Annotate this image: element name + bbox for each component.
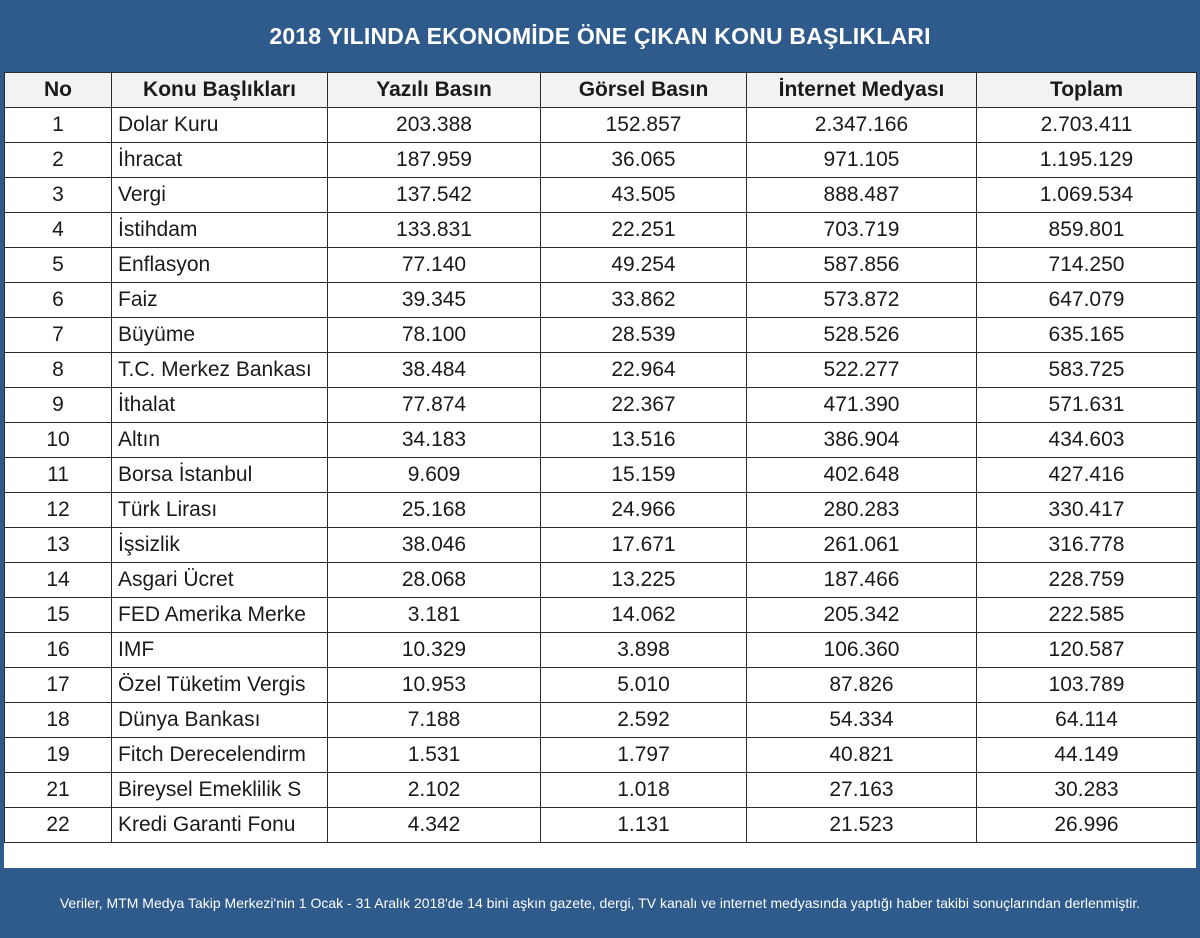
cell-toplam: 571.631 — [977, 388, 1197, 423]
cell-yazili-basin: 78.100 — [328, 318, 541, 353]
economy-topics-table — [4, 72, 1197, 843]
cell-konu: İthalat — [112, 388, 328, 423]
cell-toplam: 859.801 — [977, 213, 1197, 248]
cell-no: 2 — [5, 143, 112, 178]
cell-yazili-basin: 10.953 — [328, 668, 541, 703]
cell-yazili-basin: 7.188 — [328, 703, 541, 738]
cell-no: 17 — [5, 668, 112, 703]
table-row — [5, 633, 1197, 668]
cell-no: 11 — [5, 458, 112, 493]
cell-gorsel-basin: 33.862 — [541, 283, 747, 318]
cell-no: 9 — [5, 388, 112, 423]
cell-gorsel-basin: 43.505 — [541, 178, 747, 213]
cell-konu: Dünya Bankası — [112, 703, 328, 738]
header-row — [5, 73, 1197, 108]
cell-no: 14 — [5, 563, 112, 598]
cell-konu: İşsizlik — [112, 528, 328, 563]
cell-konu: Özel Tüketim Vergis — [112, 668, 328, 703]
cell-gorsel-basin: 13.516 — [541, 423, 747, 458]
cell-gorsel-basin: 22.367 — [541, 388, 747, 423]
cell-konu: T.C. Merkez Bankası — [112, 353, 328, 388]
cell-konu: Dolar Kuru — [112, 108, 328, 143]
cell-yazili-basin: 1.531 — [328, 738, 541, 773]
cell-internet-medyasi: 21.523 — [747, 808, 977, 843]
cell-yazili-basin: 9.609 — [328, 458, 541, 493]
cell-yazili-basin: 77.874 — [328, 388, 541, 423]
cell-yazili-basin: 77.140 — [328, 248, 541, 283]
table-row — [5, 738, 1197, 773]
cell-yazili-basin: 203.388 — [328, 108, 541, 143]
cell-gorsel-basin: 36.065 — [541, 143, 747, 178]
cell-gorsel-basin: 152.857 — [541, 108, 747, 143]
cell-no: 19 — [5, 738, 112, 773]
table-row — [5, 178, 1197, 213]
cell-toplam: 44.149 — [977, 738, 1197, 773]
cell-yazili-basin: 3.181 — [328, 598, 541, 633]
cell-internet-medyasi: 40.821 — [747, 738, 977, 773]
cell-toplam: 583.725 — [977, 353, 1197, 388]
cell-gorsel-basin: 17.671 — [541, 528, 747, 563]
cell-konu: Büyüme — [112, 318, 328, 353]
cell-internet-medyasi: 54.334 — [747, 703, 977, 738]
cell-gorsel-basin: 14.062 — [541, 598, 747, 633]
cell-gorsel-basin: 1.797 — [541, 738, 747, 773]
cell-internet-medyasi: 573.872 — [747, 283, 977, 318]
table-row — [5, 353, 1197, 388]
cell-no: 21 — [5, 773, 112, 808]
cell-yazili-basin: 25.168 — [328, 493, 541, 528]
table-row — [5, 423, 1197, 458]
table-row — [5, 598, 1197, 633]
table-row — [5, 773, 1197, 808]
column-header-yazili-basin: Yazılı Basın — [328, 73, 541, 108]
cell-yazili-basin: 187.959 — [328, 143, 541, 178]
cell-no: 6 — [5, 283, 112, 318]
table-row — [5, 388, 1197, 423]
source-note: Veriler, MTM Medya Takip Merkezi'nin 1 Ocak - 31 Aralık 2018'de 14 bini aşkın gazete, dergi, TV kanalı ve internet medyasında yaptığı haber takibi sonuçlarından derlenmiştir. — [59, 895, 1141, 911]
table-row — [5, 703, 1197, 738]
table-row — [5, 458, 1197, 493]
cell-internet-medyasi: 261.061 — [747, 528, 977, 563]
cell-toplam: 120.587 — [977, 633, 1197, 668]
table-row — [5, 808, 1197, 843]
cell-internet-medyasi: 386.904 — [747, 423, 977, 458]
cell-internet-medyasi: 703.719 — [747, 213, 977, 248]
cell-toplam: 1.069.534 — [977, 178, 1197, 213]
cell-internet-medyasi: 971.105 — [747, 143, 977, 178]
cell-toplam: 1.195.129 — [977, 143, 1197, 178]
cell-no: 3 — [5, 178, 112, 213]
table-row — [5, 143, 1197, 178]
cell-gorsel-basin: 3.898 — [541, 633, 747, 668]
cell-no: 10 — [5, 423, 112, 458]
column-header-toplam: Toplam — [977, 73, 1197, 108]
cell-toplam: 427.416 — [977, 458, 1197, 493]
cell-no: 4 — [5, 213, 112, 248]
cell-yazili-basin: 28.068 — [328, 563, 541, 598]
cell-toplam: 222.585 — [977, 598, 1197, 633]
cell-toplam: 103.789 — [977, 668, 1197, 703]
cell-no: 22 — [5, 808, 112, 843]
cell-no: 15 — [5, 598, 112, 633]
cell-yazili-basin: 137.542 — [328, 178, 541, 213]
cell-yazili-basin: 38.484 — [328, 353, 541, 388]
cell-yazili-basin: 38.046 — [328, 528, 541, 563]
cell-yazili-basin: 39.345 — [328, 283, 541, 318]
table-row — [5, 248, 1197, 283]
cell-internet-medyasi: 280.283 — [747, 493, 977, 528]
cell-konu: Bireysel Emeklilik S — [112, 773, 328, 808]
cell-gorsel-basin: 5.010 — [541, 668, 747, 703]
cell-yazili-basin: 34.183 — [328, 423, 541, 458]
cell-toplam: 2.703.411 — [977, 108, 1197, 143]
table-row — [5, 563, 1197, 598]
column-header-gorsel-basin: Görsel Basın — [541, 73, 747, 108]
column-header-internet-medyasi: İnternet Medyası — [747, 73, 977, 108]
cell-toplam: 330.417 — [977, 493, 1197, 528]
cell-toplam: 228.759 — [977, 563, 1197, 598]
cell-konu: FED Amerika Merke — [112, 598, 328, 633]
table-row — [5, 108, 1197, 143]
cell-no: 8 — [5, 353, 112, 388]
cell-konu: Fitch Derecelendirm — [112, 738, 328, 773]
cell-no: 16 — [5, 633, 112, 668]
cell-yazili-basin: 2.102 — [328, 773, 541, 808]
page-title: 2018 YILINDA EKONOMİDE ÖNE ÇIKAN KONU BAŞLIKLARI — [269, 22, 931, 49]
cell-gorsel-basin: 1.131 — [541, 808, 747, 843]
cell-yazili-basin: 133.831 — [328, 213, 541, 248]
column-header-konu: Konu Başlıkları — [112, 73, 328, 108]
cell-konu: Kredi Garanti Fonu — [112, 808, 328, 843]
cell-no: 13 — [5, 528, 112, 563]
cell-internet-medyasi: 522.277 — [747, 353, 977, 388]
table-row — [5, 283, 1197, 318]
cell-yazili-basin: 4.342 — [328, 808, 541, 843]
cell-internet-medyasi: 402.648 — [747, 458, 977, 493]
cell-konu: Türk Lirası — [112, 493, 328, 528]
cell-no: 5 — [5, 248, 112, 283]
cell-konu: İhracat — [112, 143, 328, 178]
cell-konu: IMF — [112, 633, 328, 668]
column-header-no: No — [5, 73, 112, 108]
cell-toplam: 635.165 — [977, 318, 1197, 353]
cell-internet-medyasi: 587.856 — [747, 248, 977, 283]
cell-gorsel-basin: 28.539 — [541, 318, 747, 353]
cell-internet-medyasi: 27.163 — [747, 773, 977, 808]
cell-toplam: 714.250 — [977, 248, 1197, 283]
cell-no: 18 — [5, 703, 112, 738]
cell-no: 12 — [5, 493, 112, 528]
cell-konu: Enflasyon — [112, 248, 328, 283]
cell-gorsel-basin: 13.225 — [541, 563, 747, 598]
cell-no: 1 — [5, 108, 112, 143]
cell-toplam: 64.114 — [977, 703, 1197, 738]
cell-konu: Altın — [112, 423, 328, 458]
cell-no: 7 — [5, 318, 112, 353]
cell-gorsel-basin: 22.251 — [541, 213, 747, 248]
cell-internet-medyasi: 471.390 — [747, 388, 977, 423]
table-row — [5, 668, 1197, 703]
cell-toplam: 434.603 — [977, 423, 1197, 458]
cell-konu: Borsa İstanbul — [112, 458, 328, 493]
cell-konu: Asgari Ücret — [112, 563, 328, 598]
table-body — [5, 108, 1197, 843]
cell-toplam: 316.778 — [977, 528, 1197, 563]
cell-gorsel-basin: 24.966 — [541, 493, 747, 528]
cell-yazili-basin: 10.329 — [328, 633, 541, 668]
cell-gorsel-basin: 1.018 — [541, 773, 747, 808]
cell-internet-medyasi: 888.487 — [747, 178, 977, 213]
table-row — [5, 318, 1197, 353]
cell-internet-medyasi: 205.342 — [747, 598, 977, 633]
cell-gorsel-basin: 49.254 — [541, 248, 747, 283]
cell-konu: Vergi — [112, 178, 328, 213]
cell-internet-medyasi: 528.526 — [747, 318, 977, 353]
table-row — [5, 528, 1197, 563]
cell-gorsel-basin: 22.964 — [541, 353, 747, 388]
cell-gorsel-basin: 2.592 — [541, 703, 747, 738]
cell-toplam: 647.079 — [977, 283, 1197, 318]
table-container — [4, 72, 1196, 868]
cell-internet-medyasi: 2.347.166 — [747, 108, 977, 143]
cell-konu: İstihdam — [112, 213, 328, 248]
table-row — [5, 213, 1197, 248]
cell-internet-medyasi: 87.826 — [747, 668, 977, 703]
cell-toplam: 30.283 — [977, 773, 1197, 808]
cell-toplam: 26.996 — [977, 808, 1197, 843]
cell-internet-medyasi: 187.466 — [747, 563, 977, 598]
cell-internet-medyasi: 106.360 — [747, 633, 977, 668]
table-row — [5, 493, 1197, 528]
cell-konu: Faiz — [112, 283, 328, 318]
cell-gorsel-basin: 15.159 — [541, 458, 747, 493]
